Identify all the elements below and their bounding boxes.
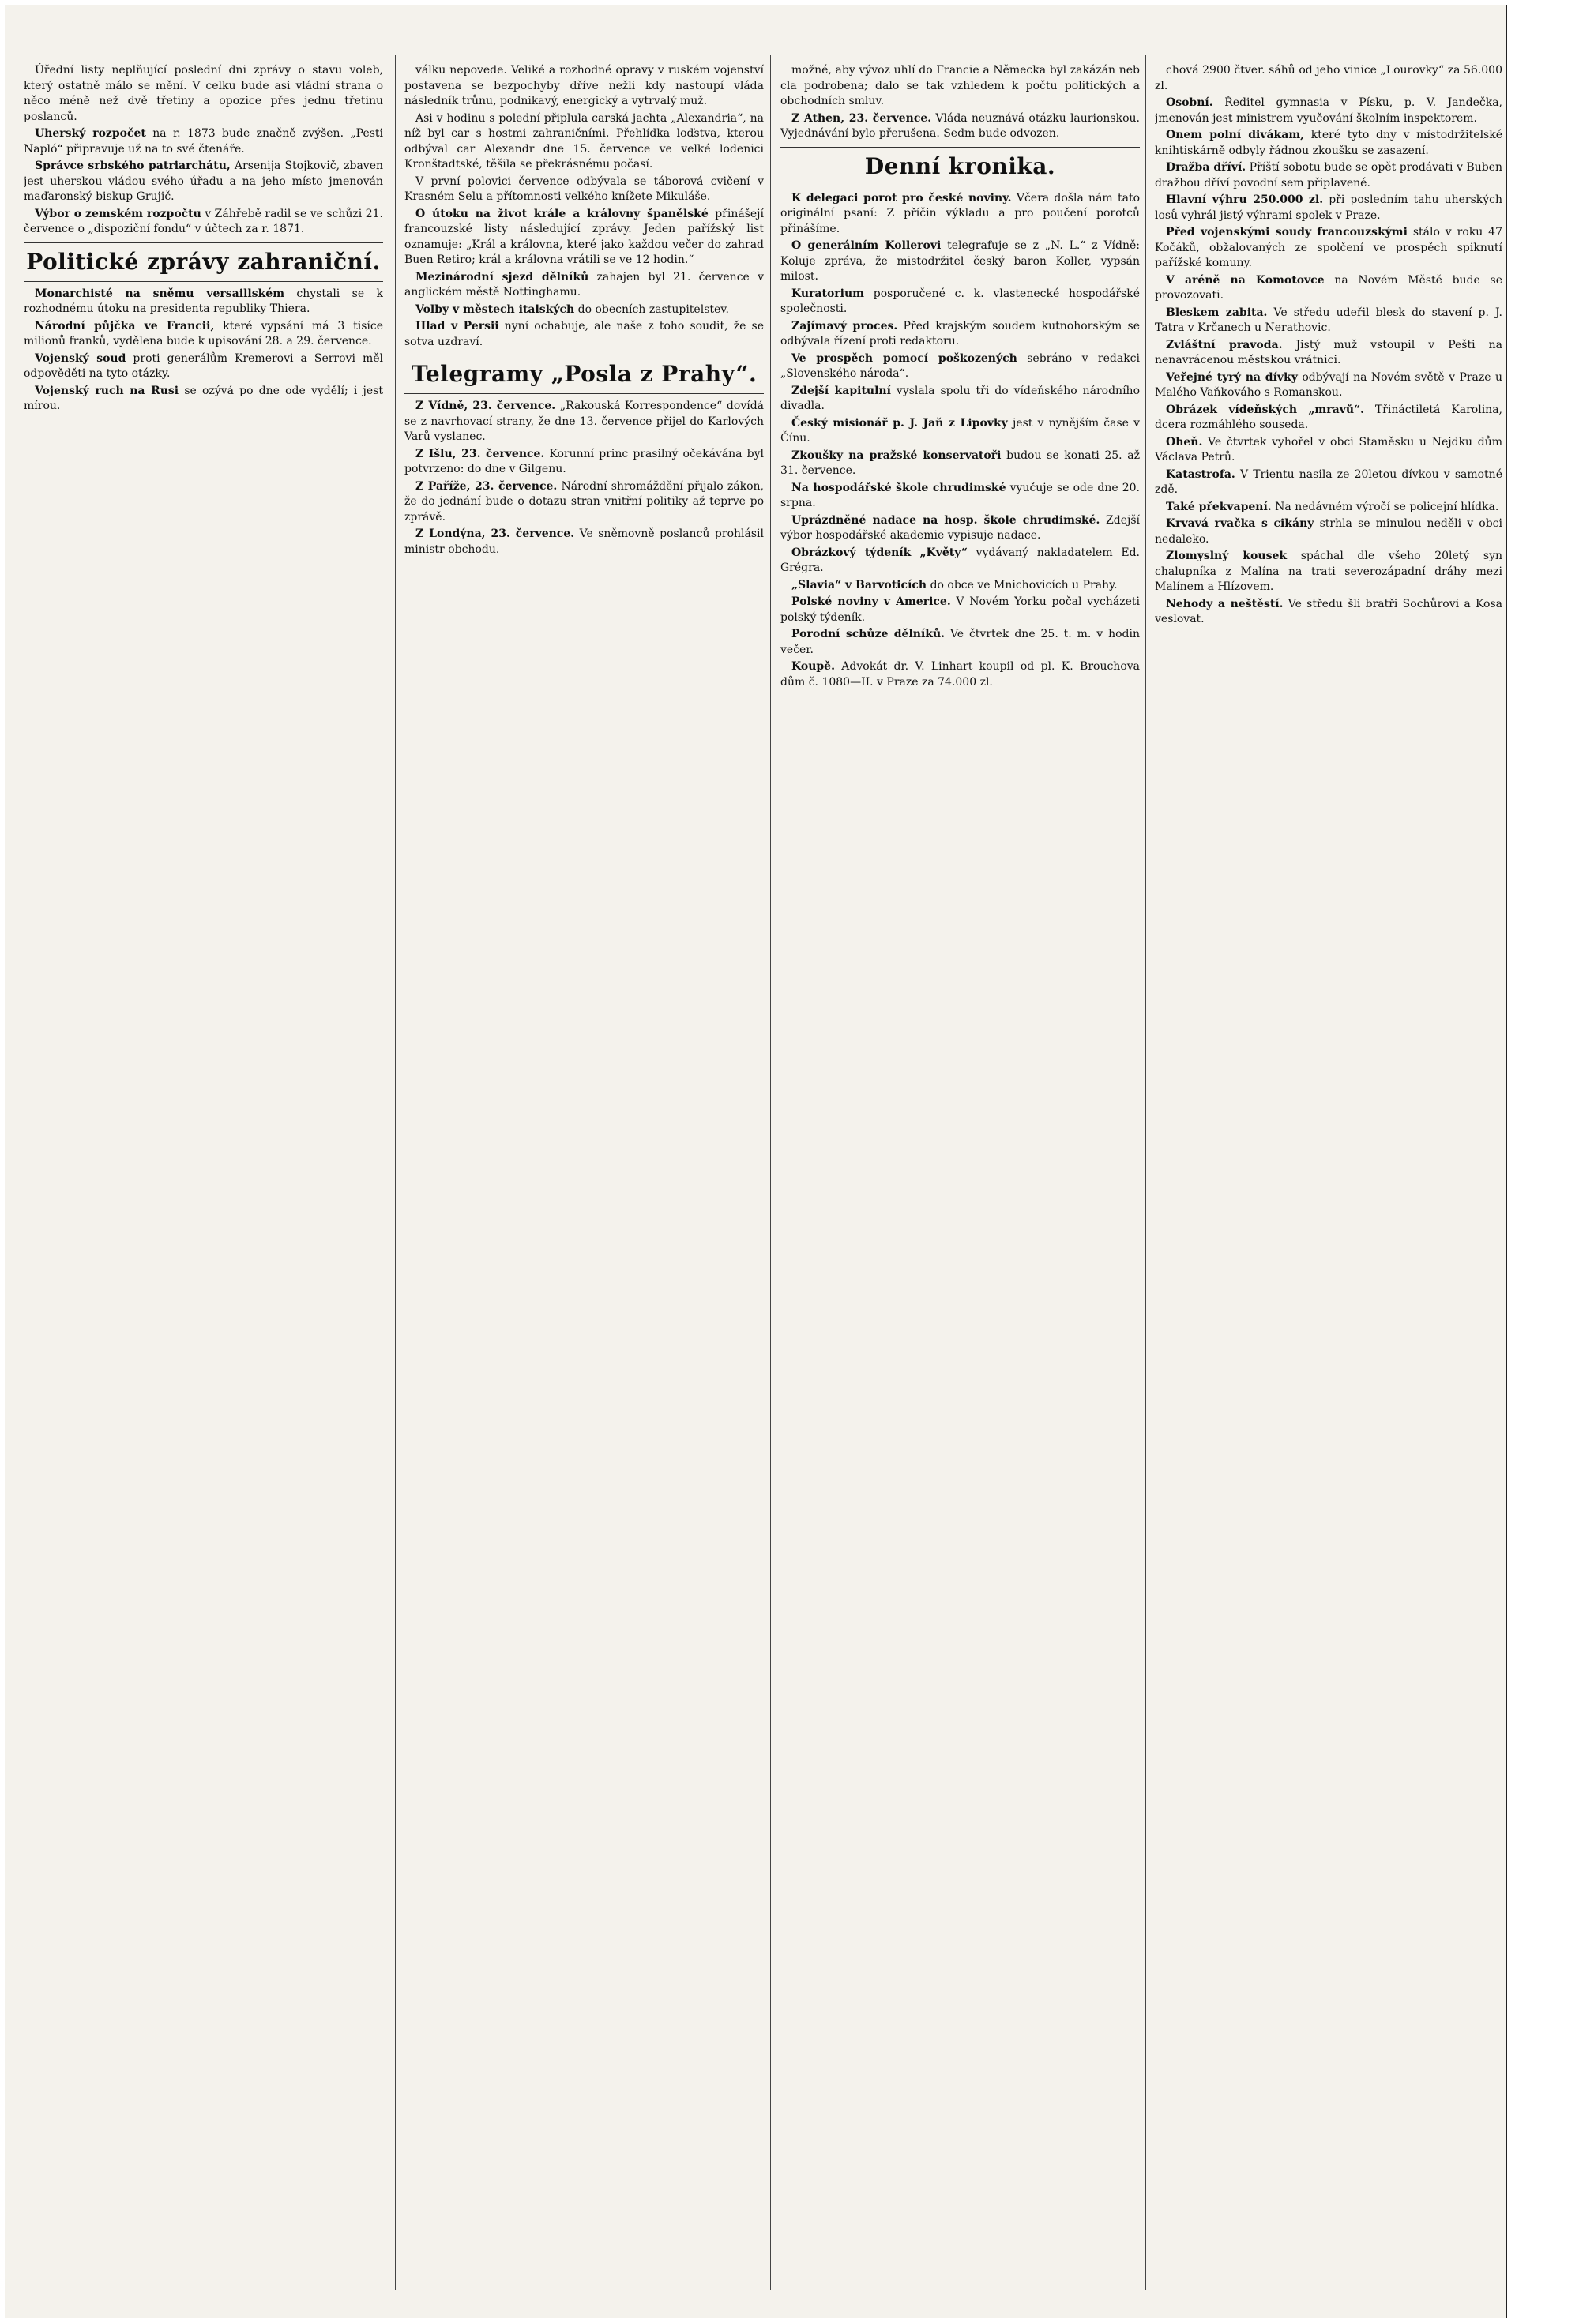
article-text: budou se konati 25. až 31. července. — [780, 449, 1140, 477]
article-heading: Oheň. — [1166, 435, 1203, 449]
article-text: V Novém Yorku počal vycházeti polský týdeník. — [780, 595, 1140, 624]
article-text: Vláda neuznává otázku laurionskou. Vyjednávání bylo přerušena. Sedm bude odvozen. — [780, 111, 1140, 140]
article-text: Korunní princ prasilný očekávána byl potvrzeno: do dne v Gilgenu. — [404, 447, 764, 475]
article — [780, 595, 1140, 625]
divider — [24, 242, 383, 243]
article — [1155, 500, 1502, 516]
article-text: telegrafuje se z „N. L.“ z Vídně: Koluje zpráva, že mistodržitel český baron Koller, vypsán milost. — [780, 239, 1140, 283]
article-text: nyní ochabuje, ale naše z toho soudit, že se sotva uzdraví. — [404, 320, 764, 348]
column-rule — [1145, 55, 1146, 2290]
article-heading: Výbor o zemském rozpočtu — [35, 207, 201, 220]
article — [780, 578, 1140, 594]
article-heading: Uherský rozpočet — [35, 127, 146, 140]
article — [1155, 338, 1502, 369]
article-text: při posledním tahu uherských losů vyhrál jistý výhrami spolek v Praze. — [1155, 193, 1502, 222]
article-heading: Osobní. — [1166, 96, 1213, 109]
article-text: Asi v hodinu s polední připlula carská jachta „Alexandria“, na níž byl car s hostmi zahraničními. Přehlídka loďstva, kterou odbýval car Alexandr dne 15. července ve velké lodenici Kronštadtské, těšila se překrásnému počasí. — [404, 111, 764, 171]
article-text: odbývají na Novém světě v Praze u Malého Vaňkováho s Romanskou. — [1155, 370, 1502, 399]
article — [24, 287, 383, 317]
article-heading: Národní půjčka ve Francii, — [35, 319, 215, 332]
article-heading: Polské noviny v Americe. — [791, 595, 951, 608]
article-heading: Bleskem zabita. — [1166, 306, 1268, 319]
telegram-dateline: Z Paříže, 23. července. — [415, 479, 558, 493]
article-text: V první polovici července odbývala se táborová cvičení v Krasném Selu a přítomnosti velkého knížete Mikuláše. — [404, 175, 764, 203]
article-heading: Správce srbského patriarchátu, — [35, 160, 231, 172]
article-heading: O generálním Kollerovi — [791, 239, 942, 252]
article-heading: Uprázdněné nadace na hosp. škole chrudimské. — [791, 513, 1100, 527]
article-heading: Katastrofa. — [1166, 467, 1235, 481]
article — [24, 319, 383, 350]
article-heading: Vojenský soud — [35, 351, 126, 365]
article-heading: „Slavia“ v Barvoticích — [791, 578, 927, 591]
article-heading: Nehody a neštěstí. — [1166, 597, 1284, 610]
article-heading: Vojenský ruch na Rusi — [35, 384, 179, 397]
article-text: přinášejí francouzské listy následující zprávy. Jeden pařížský list oznamuje: „Král a královna, které jako každou večer do zahrad Buen Retiro; král a královna vrátili se ve 12 hodin.“ — [404, 207, 764, 266]
article-text: Advokát dr. V. Linhart koupil od pl. K. Brouchova dům č. 1080—II. v Praze za 74.000 zl. — [780, 660, 1140, 689]
article — [1155, 516, 1502, 547]
article — [780, 319, 1140, 350]
article-text: Arsenija Stojkovič, zbaven jest uherskou vládou svého úřadu a na jeho místo jmenován maďaronský biskup Grujič. — [24, 160, 383, 203]
article — [780, 627, 1140, 658]
article-heading: Český misionář p. J. Jaň z Lipovky — [791, 416, 1008, 430]
article-text: které vypsání má 3 tisíce milionů franků, vydělena bude k upisování 28. a 29. července. — [24, 319, 383, 347]
article-text: spáchal dle všeho 20letý syn chalupníka z Malína na trati severozápadní dráhy mezi Malínem a Hlízovem. — [1155, 550, 1502, 593]
article — [404, 319, 764, 350]
article — [24, 159, 383, 205]
article-text: jest v nynějším čase v Čínu. — [780, 416, 1140, 445]
article-text: zahajen byl 21. července v anglickém městě Nottinghamu. — [404, 270, 764, 298]
article-text: Příští sobotu bude se opět prodávati v Buben dražbou dříví povodní sem připlavené. — [1155, 161, 1502, 190]
article-text: Ve sněmovně poslanců prohlásil ministr obchodu. — [404, 527, 764, 556]
article — [1155, 128, 1502, 159]
article — [780, 659, 1140, 690]
article — [1155, 597, 1502, 628]
article-heading: Zvláštní pravoda. — [1166, 338, 1283, 351]
article-heading: Také překvapení. — [1166, 500, 1272, 513]
column-2 — [404, 63, 764, 2290]
article-text: Ve středu udeřil blesk do stavení p. J. Tatra v Krčanech u Nerathovic. — [1155, 306, 1502, 334]
article-text: sebráno v redakci „Slovenského národa“. — [780, 351, 1140, 380]
section-heading: Denní kronika. — [864, 152, 1056, 179]
article — [1155, 403, 1502, 434]
article-text: „Rakouská Korrespondence“ dovídá se z navrhovací strany, že dne 13. července přijel do Karlových Varů vyslanec. — [404, 400, 764, 443]
column-4 — [1155, 63, 1502, 2290]
article-text: vyučuje se ode dne 20. srpna. — [780, 481, 1140, 509]
telegram — [780, 111, 1140, 142]
article-heading: Hlavní výhru 250.000 zl. — [1166, 193, 1324, 206]
article — [1155, 549, 1502, 595]
article-heading: Krvavá rvačka s cikány — [1166, 517, 1314, 530]
article-text: chystali se k rozhodnému útoku na presidenta republiky Thiera. — [24, 287, 383, 315]
article-heading: Ve prospěch pomocí poškozených — [791, 351, 1017, 365]
article-heading: O útoku na život krále a královny španělské — [415, 207, 709, 220]
article-heading: Obrázek vídeňských „mravů“. — [1166, 403, 1364, 416]
article-heading: Koupě. — [791, 660, 835, 673]
article-text: se ozývá po dne ode vydělí; i jest mírou. — [24, 384, 383, 412]
article — [780, 384, 1140, 415]
article — [1155, 273, 1502, 304]
article-heading: Před vojenskými soudy francouzskými — [1166, 226, 1408, 238]
telegram-dateline: Z Athen, 23. července. — [791, 111, 932, 125]
article-heading: Zlomyslný kousek — [1166, 550, 1288, 562]
article-heading: Porodní schůze dělníků. — [791, 628, 946, 640]
article-text: strhla se minulou neděli v obci nedaleko. — [1155, 517, 1502, 546]
article — [1155, 160, 1502, 191]
article — [1155, 193, 1502, 223]
article-heading: Veřejné tyrý na dívky — [1166, 370, 1298, 384]
divider — [404, 393, 764, 394]
telegram — [404, 447, 764, 478]
article — [780, 287, 1140, 317]
article — [24, 351, 383, 382]
article-heading: Zajímavý proces. — [791, 319, 898, 332]
article-text: Ve středu šli bratři Sochůrovi a Kosa veslovat. — [1155, 597, 1502, 625]
article — [24, 384, 383, 415]
article — [1155, 370, 1502, 401]
telegram-dateline: Z Išlu, 23. července. — [415, 447, 545, 460]
article-text: na Novém Městě bude se provozovati. — [1155, 273, 1502, 302]
article-text: Na nedávném výročí se policejní hlídka. — [1275, 500, 1499, 513]
article — [780, 351, 1140, 382]
article — [780, 191, 1140, 238]
article — [404, 302, 764, 318]
column-rule — [395, 55, 396, 2290]
article-text: chová 2900 čtver. sáhů od jeho vinice „Lourovky“ za 56.000 zl. — [1155, 64, 1502, 92]
article-text: Ředitel gymnasia v Písku, p. V. Jandečka, jmenován jest ministrem vyučování školním inspektorem. — [1155, 96, 1502, 125]
article — [24, 126, 383, 157]
article-heading: Hlad v Persii — [415, 320, 499, 332]
section-heading: Politické zprávy zahraniční. — [26, 248, 381, 275]
article-text: které tyto dny v místodržitelské knihtiskárně odbyly řádnou zkoušku se zasazení. — [1155, 129, 1502, 157]
section-heading: Telegramy „Posla z Prahy“. — [411, 361, 758, 387]
column-3 — [780, 63, 1140, 2290]
column-rule — [770, 55, 771, 2290]
article-heading: Monarchisté na sněmu versaillském — [35, 287, 285, 300]
article — [404, 207, 764, 268]
article-heading: K delegaci porot pro české noviny. — [791, 191, 1012, 205]
article-text: do obce ve Mnichovicích u Prahy. — [930, 578, 1118, 591]
article-heading: Dražba dříví. — [1166, 161, 1246, 174]
telegram-dateline: Z Londýna, 23. července. — [415, 527, 575, 540]
article-heading: Mezinárodní sjezd dělníků — [415, 270, 589, 283]
article-text: V Trientu nasila ze 20letou dívkou v samotné zdě. — [1155, 467, 1502, 496]
article-heading: Kuratorium — [791, 287, 864, 300]
article-text: Před krajským soudem kutnohorským se odbývala řízení proti redaktoru. — [780, 319, 1140, 347]
page-margin — [1510, 0, 1579, 2324]
article-text: vyslala spolu tři do vídeňského národního divadla. — [780, 384, 1140, 412]
article — [780, 546, 1140, 576]
article-text: Ve čtvrtek vyhořel v obci Staměsku u Nejdku dům Václava Petrů. — [1155, 435, 1502, 464]
article-text: posporučené c. k. vlastenecké hospodářské společnosti. — [780, 287, 1140, 315]
article-text: Jistý muž vstoupil v Pešti na nenavrácenou městskou vrátnici. — [1155, 338, 1502, 366]
article — [404, 270, 764, 301]
article-text: Včera došla nám tato originální psaní: Z příčin výkladu a pro poučení porotců přinášíme. — [780, 191, 1140, 235]
article — [24, 207, 383, 238]
article-text: Národní shromáždění přijalo zákon, že do jednání bude o dotazu stran vnitřní politiky až teprve po zprávě. — [404, 479, 764, 524]
article — [1155, 435, 1502, 466]
article-heading: V aréně na Komotovce — [1166, 273, 1325, 287]
article-text: proti generálům Kremerovi a Serrovi měl odpověděti na tyto otázky. — [24, 351, 383, 380]
article-text: do obecních zastupitelstev. — [577, 302, 729, 316]
article-text: Úřední listy neplňující poslední dni zprávy o stavu voleb, který ostatně málo se mění. V celku bude asi vládní strana o něco méně než dvě třetiny a opozice přes jednu třetinu poslanců. — [24, 64, 383, 123]
article — [780, 238, 1140, 285]
column-1 — [24, 63, 383, 2290]
article — [780, 481, 1140, 512]
divider — [780, 147, 1140, 148]
article — [1155, 225, 1502, 272]
telegram — [404, 399, 764, 445]
article-heading: Onem polní divákam, — [1166, 129, 1305, 141]
article-text: na r. 1873 bude značně zvýšen. „Pesti Napló“ připravuje už na to své čtenáře. — [24, 127, 383, 156]
article-text: vydávaný nakladatelem Ed. Grégra. — [780, 546, 1140, 574]
article — [1155, 306, 1502, 336]
telegram — [404, 479, 764, 526]
article-text: Ve čtvrtek dne 25. t. m. v hodin večer. — [780, 628, 1140, 656]
divider — [24, 281, 383, 282]
article — [780, 416, 1140, 447]
article-heading: Zdejší kapitulní — [791, 384, 891, 397]
article-heading: Obrázkový týdeník „Květy“ — [791, 546, 968, 559]
article — [780, 449, 1140, 479]
article-text: možné, aby vývoz uhlí do Francie a Německa byl zakázán neb cla podrobena; dalo se tak vzhledem k počtu politických a obchodních smluv. — [780, 64, 1140, 107]
telegram — [404, 527, 764, 558]
article-heading: Zkoušky na pražské konservatoři — [791, 449, 1002, 462]
article-heading: Na hospodářské škole chrudimské — [791, 481, 1006, 494]
article — [780, 513, 1140, 544]
telegram-dateline: Z Vídně, 23. července. — [415, 400, 556, 412]
article-text: válku nepovede. Veliké a rozhodné opravy v ruském vojenství postavena se bezpochyby dříve nežli kdy nastoupí vláda následník trůnu, podnikavý, energický a vytrvalý muž. — [404, 64, 764, 107]
article — [1155, 96, 1502, 126]
article-text: stálo v roku 47 Kočáků, obžalovaných ze spolčení ve prospěch spiknutí pařížské komuny. — [1155, 226, 1502, 269]
article-text: v Záhřebě radil se ve schůzi 21. července o „dispoziční fondu“ v účtech za r. 1871. — [24, 207, 383, 235]
article-text: Zdejší výbor hospodářské akademie vypisuje nadace. — [780, 513, 1140, 542]
article-text: Třináctiletá Karolina, dcera rozmáhlého souseda. — [1155, 403, 1502, 431]
article-heading: Volby v městech italských — [415, 302, 575, 316]
article — [1155, 467, 1502, 498]
